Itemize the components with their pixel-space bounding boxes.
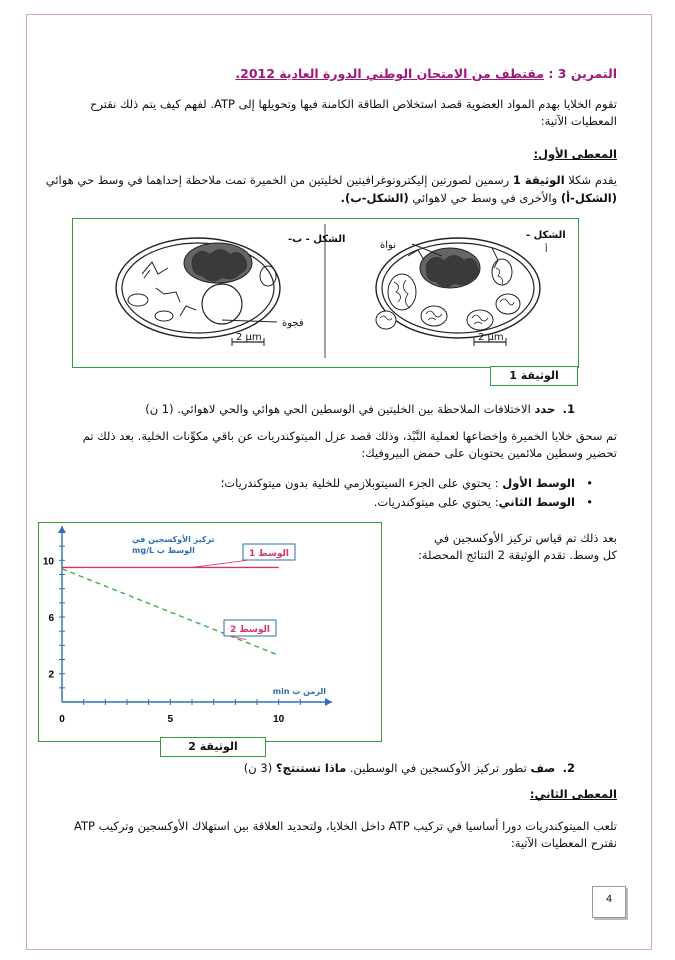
- question2-text: تطور تركيز الأوكسجين في الوسطين.: [346, 761, 531, 775]
- paragraph2-line-1: تم سحق خلايا الخميرة وإخضاعها لعملية النَّبْذ، وذلك قصد عزل الميتوكندريات عن باقي مكوِّنات الخلية. بعد ذلك تم: [82, 429, 617, 443]
- fig-a-label: الشكل -: [526, 230, 566, 241]
- x-axis-arrow: [325, 698, 332, 706]
- paragraph2-line-2: تحضير وسطين ملائمين يحتويان على حمض البيروفيك:: [361, 446, 617, 460]
- fig-a-ref: (الشكل-أ): [560, 191, 617, 205]
- intro-line-1: تقوم الخلايا بهدم المواد العضوية قصد استخلاص الطاقة الكامنة فيها وتحويلها إلى ATP. لفهم كيف يتم ذلك نقترح: [90, 97, 617, 111]
- section1-line-2: [37, 190, 617, 206]
- question1-text: الاختلافات الملاحظة بين الخليتين في الوسطين الحي هوائي والحي لاهوائي. (1 ن): [145, 402, 535, 416]
- section1-text-b: والأخرى في وسط حي لاهوائي: [408, 191, 561, 205]
- y-tick-label: 2: [48, 669, 54, 681]
- x-tick-label: 0: [59, 714, 65, 725]
- measure-line-1: بعد ذلك تم قياس تركيز الأوكسجين في: [433, 531, 617, 545]
- x-tick-label: 5: [167, 714, 174, 725]
- section1-heading: المعطى الأول:: [533, 147, 617, 161]
- scale-bar-b: 2 µm: [236, 332, 262, 343]
- section2-line-1: تلعب الميتوكندريات دورا أساسيا في تركيب ATP داخل الخلايا، ولتحديد العلاقة بين استهلاك الأوكسجين وتركيب ATP: [73, 819, 617, 833]
- measure-line-2: كل وسط. تقدم الوثيقة 2 النتائج المحصلة:: [417, 548, 617, 562]
- question1-number: 1.: [562, 402, 575, 416]
- series-label-1: الوسط 1: [249, 549, 289, 559]
- series-label-2: الوسط 2: [230, 625, 270, 635]
- cell-aerobic: [376, 238, 540, 346]
- section2-line-2: نقترح المعطيات الآتية:: [510, 836, 617, 850]
- vacuole-label: فجوة: [282, 318, 304, 329]
- intro-line-2: المعطيات الآتية:: [540, 114, 617, 128]
- document1-label: الوثيقة 1: [490, 366, 578, 386]
- y-tick-label: 6: [48, 613, 54, 624]
- oxygen-chart: [38, 522, 382, 744]
- document2-label: الوثيقة 2: [160, 737, 266, 757]
- exercise-title: [235, 66, 617, 81]
- fig-b-ref: (الشكل-ب).: [340, 191, 409, 205]
- scale-bar-a: 2 µm: [478, 332, 504, 343]
- question2-ask: ماذا تستنتج؟: [275, 761, 347, 775]
- series-line-2: [62, 569, 279, 655]
- y-axis-title: تركيز الأوكسجين في: [132, 535, 215, 544]
- section1-text-c: رسمين لصورتين إليكترونوغرافيتين لخليتين من الخميرة تمت ملاحظة إحداهما في وسط حي هوائي: [45, 173, 513, 187]
- section2-heading: المعطى الثاني:: [529, 787, 617, 801]
- bullet-medium-1: [221, 476, 575, 490]
- question1-verb: حدد: [534, 402, 556, 416]
- question2-number: 2.: [562, 761, 575, 775]
- medium1-text: : يحتوي على الجزء السيتوبلازمي للخلية بدون ميتوكندريات؛: [220, 476, 503, 490]
- x-tick-label: 10: [273, 714, 285, 725]
- question1: [55, 401, 575, 417]
- medium2-term: الوسط الثاني: [498, 495, 575, 509]
- y-tick-label: 10: [42, 556, 54, 568]
- fig-a-letter: أ: [545, 245, 548, 255]
- question2-verb: صف: [530, 761, 556, 775]
- y-axis-unit: الوسط ب mg/L: [132, 546, 195, 555]
- series-pointer-1: [192, 560, 249, 567]
- medium2-text: : يحتوي على ميتوكندريات.: [373, 495, 499, 509]
- nucleus-label: نواة: [380, 240, 396, 251]
- fig-b-label: الشكل - ب-: [288, 234, 346, 245]
- bullet-medium-2: [374, 495, 575, 509]
- medium1-term: الوسط الأول: [502, 476, 575, 490]
- y-axis-arrow: [58, 526, 66, 533]
- page-number: 4: [592, 886, 626, 918]
- section1-line-1: [37, 172, 617, 188]
- question2: [155, 760, 575, 776]
- exercise-source: مقتطف من الامتحان الوطني الدورة العادية 2012.: [235, 66, 545, 81]
- section1-text-a: يقدم شكلا: [564, 173, 617, 187]
- exercise-number: التمرين 3 :: [548, 66, 617, 81]
- question2-points: (3 ن): [243, 761, 276, 775]
- x-axis-title: الزمن ب min: [272, 687, 326, 696]
- doc1-ref: الوثيقة 1: [512, 173, 565, 187]
